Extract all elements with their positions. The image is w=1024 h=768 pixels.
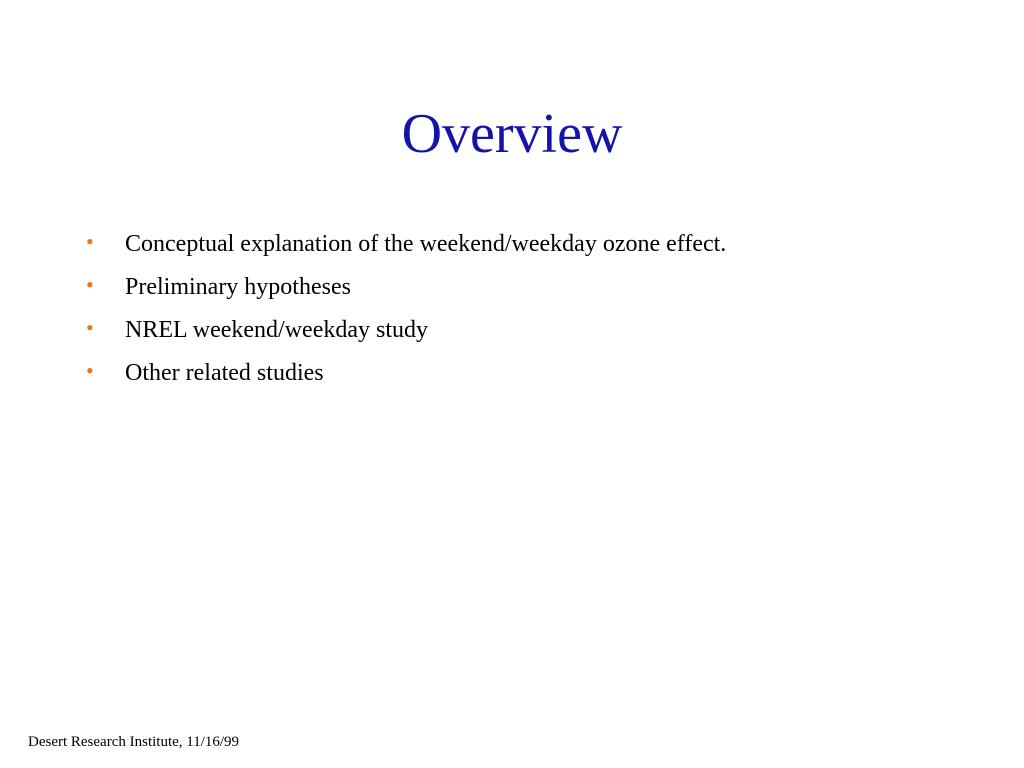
bullet-text: NREL weekend/weekday study xyxy=(125,317,429,343)
bullet-item xyxy=(86,272,726,302)
bullet-dot-icon: • xyxy=(86,229,94,254)
slide-footer: Desert Research Institute, 11/16/99 xyxy=(28,734,240,750)
slide-title: Overview xyxy=(401,103,623,165)
bullet-item xyxy=(86,229,726,259)
bullet-text: Other related studies xyxy=(125,360,324,386)
bullet-item xyxy=(86,315,726,345)
bullet-list xyxy=(86,229,726,401)
bullet-dot-icon: • xyxy=(86,358,94,383)
bullet-dot-icon: • xyxy=(86,315,94,340)
bullet-text: Preliminary hypotheses xyxy=(125,274,351,300)
bullet-item xyxy=(86,358,726,388)
bullet-dot-icon: • xyxy=(86,272,94,297)
bullet-text: Conceptual explanation of the weekend/weekday ozone effect. xyxy=(125,231,727,257)
